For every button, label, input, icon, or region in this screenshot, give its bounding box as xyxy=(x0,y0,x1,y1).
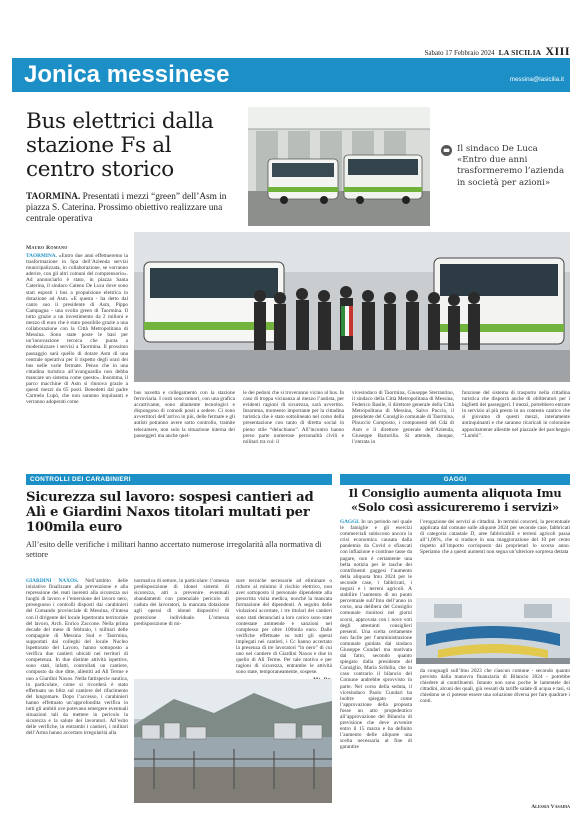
gaggi-tag: GAGGI xyxy=(340,474,570,485)
section-email[interactable]: messina@lasicilia.it xyxy=(509,76,564,83)
main-article-column-4: vicesindaco di Taormina, Giuseppe Sterrantino, il sindaco della Città Metropolitana di Messina, Federico Basile, il direttore generale della Città Metropolitana di Messina, Salvo Puccio, il presidente del Consiglio comunale di Taormina, Pinuccio Composto, i componenti del Cda di Asm e il direttore generale dell’Azienda, Giuseppe Bartorilla. Si attende, dunque, l’entrata in xyxy=(352,390,454,445)
photo-seafront xyxy=(134,679,332,803)
speech-bubble-icon xyxy=(441,145,452,156)
carabinieri-column-2: normativa di settore, in particolare: l’omessa predisposizione di idonei sistemi di sicurezza, atti a prevenire eventuali sbandamenti con potenziale pericolo di caduta dei lavoratori, la mancata dotazione agli operai di idonei dispositivi di protezione individuale. L’omessa predisposizione di mi- xyxy=(134,578,229,627)
carabinieri-col3-text: sure tecniche necessarie ad eliminare o ridurre al minimo il rischio elettrico, non aver sottoposto il personale dipendente alla prescritta visita medica, nonché la mancata formazione dei dipendenti. A seguito delle violazioni accertate, i tre titolari dei cantieri sono stati denunciati a loro carico sono state contestate ammende e sanzioni nel complesso per oltre 100mila euro. Dalle verifiche effettuate su tutti gli operai impiegati nei cantieri, i Cc hanno accertato la presenza di tre lavoratori “in nero” di cui uno nel cantiere di Giardini Naxos e due in quello di Alì Terme. Per tale motivo e per ragioni di sicurezza, entrambe le attività sono state, temporaneamente, sospese. xyxy=(236,578,332,676)
carabinieri-column-3 xyxy=(236,578,332,676)
carabinieri-dateline: GIARDINI NAXOS. xyxy=(26,578,79,584)
main-col1-text: «Entro due anni effettueremo la trasformazione in Spa dell’Azienda servizi municipalizzata, in collaborazione, se vorranno aderire, con gli altri comuni del comprensorio». Ad annunciarlo è stato, in piazza Santa Caterina, il sindaco Cateno De Luca dove sono stati esposti i bus a propulsione elettrica in dotazione ad Asm. «E questa - ha detto dal canto suo il presidente di Asm, Pippo Campagna - una svolta green di Taormina. Il tutto grazie a un investimento da 2 milioni e mezzo di euro che è stato possibile grazie a una collaborazione con la Città Metropolitana di Messina. Sono state poste le basi per un’innovazione tecnica che punta a modernizzare i servizi a Taormina. Il prossimo passaggio sarà quello di dotare Asm di una centrale operativa per il rispetto degli orari dei bus nelle varie fermate. Penso che in una cittadina turistica all’avanguardia non debba mancare un sistema come questo». Insomma, il parco macchine di Asm si rinnova grazie a questi mezzi da 65 posti. Benedetti dal padre Carmelo Lupò, che non saranno inquinanti e verranno adoperati come xyxy=(26,253,129,406)
main-article-column-3: le dei pedoni che si troveranno vicino al bus. In caso di troppa vicinanza al mezzo l’autista, per evidenti ragioni di sicurezza, sarà avvertito. Insomma, momento importante per la cittadina turistica che è stato sottolineato nel corso della presentazione con tanto di diretta social in pieno stile “deluchiano”. All’incontro hanno preso parte numerose personalità civili e militari tra cui: il xyxy=(243,390,344,445)
carabinieri-summary: All’esito delle verifiche i militari hanno accertato numerose irregolarità alla normativa di settore xyxy=(26,540,322,559)
gaggi-col1-text: In un periodo nel quale le famiglie e gli esercizi commerciali subiscono ancora la crisi economica causata dalla pandemia da Covid e sfiancati con inflazione e continue tasse da pagare, non è certamente una bella notizia per le tasche dei contribuenti gaggesi l’aumento della aliquota Imu 2024 per le seconde case, i fabbricati, i negozi e i terreni agricoli. A stabilire l’aumento di un punto percentuale sull’Imu dell’anno in corso, una delibera del Consiglio comunale riunitosi nei giorni scorsi, approvata con i nove voti degli attestanti consiglieri presenti. Una scelta certamente non facile per l’amministrazione comunale guidata dal sindaco Giuseppe Cundari ma motivata dal fatto, secondo quanto spiegato dalla presidente del Consiglio, Maria Scibilia, che in caso contrario il bilancio del Comune andrebbe sprovvisto in parte. Nel corso della seduta, il vicesindaco Paolo Cundari ha inoltre spiegato come l’approvazione della proposta fosse un atto propedeutico all’approvazione del Bilancio di previsione che deve avvenire entro il 15 marzo e ha definito l’aumento delle aliquote una scelta necessaria al fine di garantire xyxy=(340,519,412,751)
carabinieri-column-1 xyxy=(26,578,128,803)
section-title: Jonica messinese xyxy=(24,61,230,88)
main-article-column-1 xyxy=(26,253,128,627)
main-dateline: TAORMINA. xyxy=(26,253,57,259)
carabinieri-tag: CONTROLLI DEI CARABINIERI xyxy=(26,474,332,485)
byline: Mauro Romano xyxy=(26,245,68,251)
gaggi-signature: Alessia Vasadia xyxy=(531,804,570,810)
newspaper-name: LA SICILIA xyxy=(498,48,542,57)
carabinieri-headline: Sicurezza sul lavoro: sospesi cantieri ad Alì e Giardini Naxos titolari multati per 100mila euro xyxy=(26,490,314,535)
gaggi-column-1 xyxy=(340,519,412,805)
page-number: XIII xyxy=(545,44,570,58)
summary-text: Presentati i mezzi “green” dell’Asm in piazza S. Caterina. Prossimo obiettivo realizzare una centrale operativa xyxy=(26,192,227,224)
main-article-column-2: bus navetta e collegamento con la stazione ferroviaria. I costi sono minori, con una grafica accattivante, sono altamente tecnologici e dispongono di comodi posti a sedere. Ci sono avvertitori dell’arrivo in più, delle fermate e gli autisti potranno avere sotto controllo, tramite telecamere, non solo la situazione interna dei passeggeri ma anche quel- xyxy=(134,390,235,439)
photo-bus-depot xyxy=(248,107,430,226)
carabinieri-col1-text: Nell’ambito delle iniziative finalizzate alla prevenzione e alla repressione dei reati inerenti alla sicurezza sui luoghi di lavoro e l’emersione del lavoro nero, proseguono i controlli disposti dai carabinieri del Comando provinciale di Messina, d’intesa con il dirigente del locale Ispettorato territoriale del lavoro, Arch. Enrico Zaccone. Nella prima decade del mese di febbraio, i militari delle compagnie di Messina Sud e Taormina, supportati dai colleghi del locale Nucleo Ispettorato del Lavoro, hanno sottoposto a verifica due cantieri ubicati nei territori di competenza. In due distinte attività ispettive, sono stati, infatti, controllati un cantiere, composto da due ditte, allestiti ad Alì Terme e uno a Giardini Naxos. Nella fattispecie nautica, in particolare, come si ricorderà è stato effettuato un blitz sul cantiere del rifacimento del lungomare. Dopo l’accesso, i carabinieri hanno effettuato un’approfondita verifica in tutti gli ambiti ove potevano emergere eventuali situazioni tali da mettere in pericolo la sicurezza e la salute dei lavoratori. All’esito delle verifiche, in entrambi i cantieri, i militari dell’Arma hanno accertato irregolarità alla xyxy=(26,578,129,737)
issue-date: Sabato 17 Febbraio 2024 xyxy=(424,49,495,57)
photo-presentation xyxy=(134,232,570,382)
page-info xyxy=(424,44,570,59)
gaggi-headline: Il Consiglio aumenta aliquota Imu «Solo così assicureremo i servizi» xyxy=(348,486,562,514)
main-summary xyxy=(26,192,241,225)
gaggi-dateline: GAGGI. xyxy=(340,519,360,525)
gaggi-column-2-top: l’erogazione dei servizi ai cittadini. In termini concreti, la percentuale applicata dal comune sulle aliquote 2024 per seconde case, fabbricati di categoria catastale D, aree fabbricabili e terreni agricoli passa all’1,06%, che si traduce in una maggiorazione del 10 per cento rispetto all’importo corrisposto dai proprietari lo scorso anno. Speriamo che a questi aumenti non segua un’ulteriore sorpresa dettata xyxy=(420,519,570,556)
gaggi-column-2-bottom: da conguagli sull’Imu 2023 che ciascun comune - secondo quanto previsto dalla manovra finanziaria di Bilancio 2024 - potrebbe chiedere ai contribuenti. Intanto non sono poche le lamentele dei cittadini, alcuni dei quali, già vessati da tariffe salate di acqua e tasi, si chiedono se ci potesse essere una soluzione diversa per fare quadrare i conti. xyxy=(420,668,570,705)
summary-place: TAORMINA. xyxy=(26,192,81,202)
photo-council-chamber xyxy=(416,598,570,664)
pull-quote: Il sindaco De Luca «Entro due anni trasformeremo l’azienda in società per azioni» xyxy=(457,144,565,188)
main-headline: Bus elettrici dalla stazione Fs al centro storico xyxy=(26,109,214,182)
main-article-column-5: funzione del sistema di trasporto nella cittadina turistica che disporrà anche di obliteratori per i biglietti dei passeggeri. I mezzi, potrebbero entrare in servizio al più presto in un contesto cantico che sì giovamo di questi mezzi, interamente antinquinanti e che saranno ricaricati in colonnine appositamente allestite nel piazzale del parcheggio “Lumbi”. xyxy=(462,390,570,439)
